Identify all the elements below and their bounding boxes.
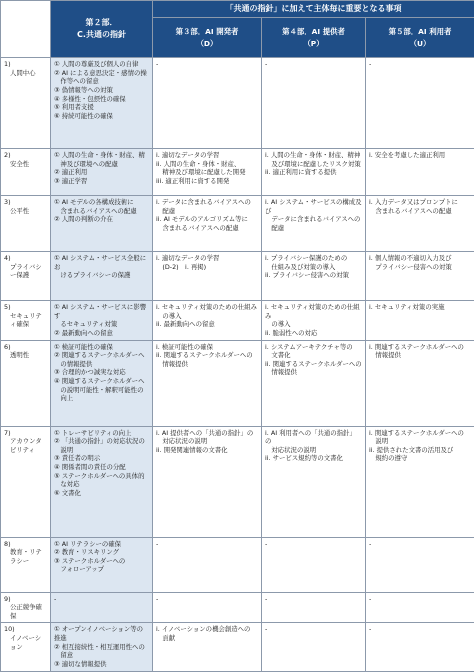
category-number: 5)	[4, 303, 47, 312]
item-line: 対応状況の説明	[265, 446, 362, 455]
provider-cell	[262, 149, 366, 196]
provider-header	[262, 18, 366, 58]
item-line: i. データに含まれるバイアスへの	[156, 198, 258, 207]
developer-header-code: （D）	[153, 38, 261, 49]
provider-header-code: （P）	[262, 38, 365, 49]
item-line: 情報提供	[156, 360, 258, 369]
item-line: ⑥ 持続可能性の確保	[54, 112, 149, 121]
category-name: 教育・リテラシー	[4, 548, 47, 565]
item-line: 情報提供	[369, 351, 471, 360]
common-guideline-header	[51, 1, 153, 58]
item-line: -	[369, 595, 471, 604]
item-line: プライバシー侵害への対策	[369, 263, 471, 272]
item-line: 説明	[369, 437, 471, 446]
item-line: ii. プライバシー侵害への対策	[265, 271, 362, 280]
item-line: -	[156, 540, 258, 549]
user-cell	[366, 301, 474, 341]
developer-cell	[153, 426, 262, 537]
category-cell	[1, 426, 51, 537]
item-line: 及び環境に配慮したリスク対策	[265, 160, 362, 169]
item-line: ② 適正利用	[54, 168, 149, 177]
provider-cell	[262, 426, 366, 537]
table-row	[1, 537, 474, 592]
developer-cell	[153, 301, 262, 341]
common-guideline-cell	[51, 149, 153, 196]
item-line: フォローアップ	[54, 565, 149, 574]
item-line: i. セキュリティ対策の実施	[369, 303, 471, 312]
item-line: i. 適切なデータの学習	[156, 254, 258, 263]
table-row	[1, 252, 474, 301]
item-line: ii. 関連するステークホルダーへの	[265, 360, 362, 369]
category-name: セキュリティ確保	[4, 312, 47, 329]
item-line: 仕組み及び対策の導入	[265, 263, 362, 272]
item-line: i. プライバシー保護のための	[265, 254, 362, 263]
item-line: 文書化	[265, 351, 362, 360]
common-header-subtitle: C.共通の指針	[51, 29, 152, 41]
item-line: ① AI モデルの各構成技術に	[54, 198, 149, 207]
item-line: ③ 合理的かつ誠実な対応	[54, 368, 149, 377]
item-line: -	[54, 595, 149, 604]
item-line: 向上	[54, 394, 149, 403]
item-line: ii. 関連するステークホルダーへの	[156, 351, 258, 360]
item-line: ④ 関係者間の責任の分配	[54, 463, 149, 472]
table-row	[1, 426, 474, 537]
item-line: ii. 提供された文書の活用及び	[369, 446, 471, 455]
item-line: ii. AI モデルのアルゴリズム等に	[156, 215, 258, 224]
item-line: な対応	[54, 480, 149, 489]
common-guideline-cell	[51, 196, 153, 252]
item-line: けるプライバシーの保護	[54, 271, 149, 280]
common-guideline-cell	[51, 58, 153, 149]
user-cell	[366, 196, 474, 252]
category-number: 6)	[4, 343, 47, 352]
user-cell	[366, 340, 474, 426]
item-line: i. 個人情報の不適切入力及び	[369, 254, 471, 263]
developer-cell	[153, 592, 262, 623]
item-line: の導入	[265, 320, 362, 329]
item-line: (D-2) i. 再掲)	[156, 263, 258, 272]
item-line: ① AI リテラシーの確保	[54, 540, 149, 549]
provider-cell	[262, 58, 366, 149]
user-cell	[366, 426, 474, 537]
item-line: ② 「共通の指針」の対応状況の	[54, 437, 149, 446]
category-number: 9)	[4, 595, 47, 604]
item-line: ① 人間の尊厳及び個人の自律	[54, 60, 149, 69]
item-line: i. 人間の生命・身体・財産、精神	[265, 151, 362, 160]
table-row	[1, 149, 474, 196]
category-name: イノベーション	[4, 634, 47, 651]
category-number: 4)	[4, 254, 47, 263]
user-header-code: （U）	[366, 38, 474, 49]
provider-cell	[262, 252, 366, 301]
provider-cell	[262, 196, 366, 252]
category-name: アカウンタビリティ	[4, 437, 47, 454]
corner-cell	[1, 1, 51, 58]
provider-cell	[262, 340, 366, 426]
item-line: -	[369, 625, 471, 634]
item-line: の説明可能性・解釈可能性の	[54, 386, 149, 395]
item-line: -	[265, 625, 362, 634]
table-row	[1, 340, 474, 426]
provider-cell	[262, 537, 366, 592]
developer-cell	[153, 252, 262, 301]
item-line: i. 適切なデータの学習	[156, 151, 258, 160]
provider-cell	[262, 623, 366, 671]
item-line: -	[156, 595, 258, 604]
item-line: ③ 責任者の明示	[54, 454, 149, 463]
provider-cell	[262, 301, 366, 341]
item-line: i. 関連するステークホルダーへの	[369, 343, 471, 352]
common-guideline-cell	[51, 623, 153, 671]
category-cell	[1, 623, 51, 671]
category-cell	[1, 301, 51, 341]
item-line: 情報提供	[265, 368, 362, 377]
item-line: i. セキュリティ対策のための仕組み	[265, 303, 362, 320]
item-line: i. 安全を考慮した適正利用	[369, 151, 471, 160]
category-cell	[1, 537, 51, 592]
item-line: ② 相互接続性・相互運用性への	[54, 643, 149, 652]
item-line: i. セキュリティ対策のための仕組み	[156, 303, 258, 312]
item-line: ⑤ ステークホルダーへの具体的	[54, 472, 149, 481]
developer-cell	[153, 58, 262, 149]
item-line: ③ ステークホルダーへの	[54, 557, 149, 566]
item-line: 規約の遵守	[369, 454, 471, 463]
item-line: ① トレーサビリティの向上	[54, 429, 149, 438]
item-line: ④ 関連するステークホルダーへ	[54, 377, 149, 386]
user-cell	[366, 592, 474, 623]
item-line: データに含まれるバイアスへの	[265, 215, 362, 224]
item-line: ③ 偽情報等への対策	[54, 86, 149, 95]
item-line: -	[156, 60, 258, 69]
user-cell	[366, 623, 474, 671]
developer-header-title: 第３部．AI 開発者	[153, 26, 261, 37]
category-number: 8)	[4, 540, 47, 549]
entity-group-header: 「共通の指針」に加えて主体毎に重要となる事項	[153, 1, 474, 18]
category-number: 2)	[4, 151, 47, 160]
item-line: i. 検証可能性の確保	[156, 343, 258, 352]
item-line: -	[265, 540, 362, 549]
item-line: ⑥ 文書化	[54, 489, 149, 498]
common-guideline-cell	[51, 301, 153, 341]
category-name: 安全性	[4, 160, 47, 169]
item-line: ① AI システム・サービス全般にお	[54, 254, 149, 271]
item-line: iii. 適正利用に資する開発	[156, 177, 258, 186]
user-cell	[366, 58, 474, 149]
common-guideline-cell	[51, 537, 153, 592]
item-line: i. 関連するステークホルダーへの	[369, 429, 471, 438]
user-cell	[366, 252, 474, 301]
item-line: ① オープンイノベーション等の推進	[54, 625, 149, 642]
item-line: ii. 適正利用に資する提供	[265, 168, 362, 177]
item-line: ② 最新動向への留意	[54, 329, 149, 338]
provider-header-title: 第４部．AI 提供者	[262, 26, 365, 37]
category-number: 3)	[4, 198, 47, 207]
developer-header	[153, 18, 262, 58]
item-line: i. AI システム・サービスの構成及び	[265, 198, 362, 215]
table-row	[1, 301, 474, 341]
item-line: i. システムアーキテクチャ等の	[265, 343, 362, 352]
item-line: 含まれるバイアスへの配慮	[369, 207, 471, 216]
item-line: 作等への留意	[54, 77, 149, 86]
item-line: ② AI による意思決定・感情の操	[54, 69, 149, 78]
category-cell	[1, 58, 51, 149]
common-guideline-cell	[51, 592, 153, 623]
item-line: るセキュリティ対策	[54, 320, 149, 329]
user-cell	[366, 149, 474, 196]
item-line: -	[369, 60, 471, 69]
item-line: 配慮	[265, 224, 362, 233]
developer-cell	[153, 149, 262, 196]
item-line: 説明	[54, 446, 149, 455]
item-line: i. イノベーションの機会創造への	[156, 625, 258, 634]
table-row	[1, 196, 474, 252]
item-line: ③ 適切な情報提供	[54, 660, 149, 669]
item-line: ② 人間の判断の介在	[54, 215, 149, 224]
item-line: 神及び環境への配慮	[54, 160, 149, 169]
item-line: ① AI システム・サービスに影響す	[54, 303, 149, 320]
item-line: 留意	[54, 651, 149, 660]
item-line: 貢献	[156, 634, 258, 643]
item-line: ① 人間の生命・身体・財産、精	[54, 151, 149, 160]
category-cell	[1, 149, 51, 196]
table-row	[1, 592, 474, 623]
item-line: ① 検証可能性の確保	[54, 343, 149, 352]
category-name: 公平性	[4, 207, 47, 216]
table-row	[1, 623, 474, 671]
item-line: 対応状況の説明	[156, 437, 258, 446]
item-line: ii. 人間の生命・身体・財産、	[156, 160, 258, 169]
item-line: ② 関連するステークホルダーへ	[54, 351, 149, 360]
item-line: 含まれるバイアスへの配慮	[54, 207, 149, 216]
developer-cell	[153, 340, 262, 426]
user-header	[366, 18, 474, 58]
category-cell	[1, 340, 51, 426]
item-line: -	[265, 595, 362, 604]
item-line: 配慮	[156, 207, 258, 216]
provider-cell	[262, 592, 366, 623]
item-line: の情報提供	[54, 360, 149, 369]
common-guideline-cell	[51, 426, 153, 537]
item-line: の導入	[156, 312, 258, 321]
item-line: ii. 最新動向への留意	[156, 320, 258, 329]
category-number: 10)	[4, 625, 47, 634]
user-header-title: 第５部．AI 利用者	[366, 26, 474, 37]
category-number: 7)	[4, 429, 47, 438]
developer-cell	[153, 537, 262, 592]
category-name: プライバシー保護	[4, 263, 47, 280]
common-guideline-cell	[51, 252, 153, 301]
category-cell	[1, 592, 51, 623]
user-cell	[366, 537, 474, 592]
category-cell	[1, 252, 51, 301]
common-guideline-cell	[51, 340, 153, 426]
item-line: i. AI 利用者への「共通の指針」の	[265, 429, 362, 446]
item-line: -	[265, 60, 362, 69]
item-line: i. 入力データ又はプロンプトに	[369, 198, 471, 207]
item-line: -	[369, 540, 471, 549]
common-header-title: 第２部．	[51, 17, 152, 29]
item-line: ④ 多様性・包摂性の確保	[54, 95, 149, 104]
item-line: 精神及び環境に配慮した開発	[156, 168, 258, 177]
item-line: ii. 脆弱性への対応	[265, 329, 362, 338]
item-line: 含まれるバイアスへの配慮	[156, 224, 258, 233]
category-name: 人間中心	[4, 69, 47, 78]
item-line: ii. 開発関連情報の文書化	[156, 446, 258, 455]
matrix-body	[1, 58, 474, 672]
item-line: ⑤ 利用者支援	[54, 103, 149, 112]
item-line: i. AI 提供者への「共通の指針」の	[156, 429, 258, 438]
item-line: ③ 適正学習	[54, 177, 149, 186]
developer-cell	[153, 623, 262, 671]
item-line: ii. サービス規約等の文書化	[265, 454, 362, 463]
category-name: 透明性	[4, 351, 47, 360]
category-number: 1)	[4, 60, 47, 69]
developer-cell	[153, 196, 262, 252]
category-name: 公正競争確保	[4, 603, 47, 620]
category-cell	[1, 196, 51, 252]
table-row	[1, 58, 474, 149]
item-line: ② 教育・リスキリング	[54, 548, 149, 557]
